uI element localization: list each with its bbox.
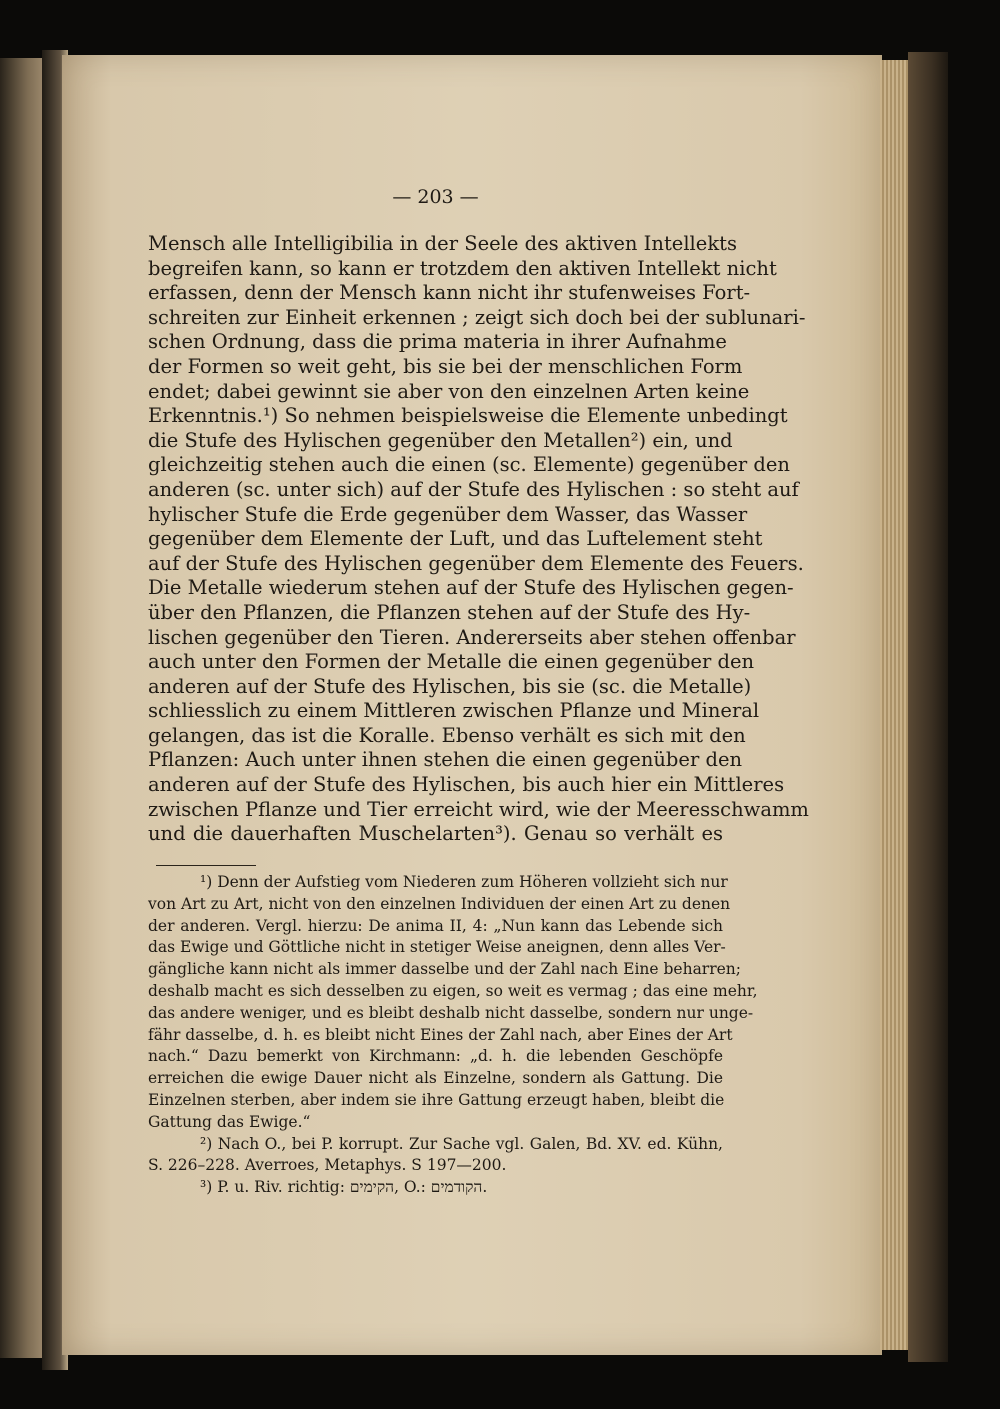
body-line: Erkenntnis.¹) So nehmen beispielsweise die Elemente unbedingt — [148, 404, 788, 428]
footnote-line: das andere weniger, und es bleibt deshalb nicht dasselbe, sondern nur unge- — [148, 1003, 754, 1022]
page-number: — 203 — — [392, 186, 479, 208]
body-line: begreifen kann, so kann er trotzdem den aktiven Intellekt nicht — [148, 256, 777, 280]
footnote-line: Gattung das Ewige.“ — [148, 1112, 311, 1131]
footnote-line: deshalb macht es sich desselben zu eigen, so weit es vermag ; das eine mehr, — [148, 981, 758, 1000]
body-line: lischen gegenüber den Tieren. Andererseits aber stehen offenbar — [148, 625, 796, 649]
body-line: schliesslich zu einem Mittleren zwischen Pflanze und Mineral — [148, 699, 760, 723]
body-line: der Formen so weit geht, bis sie bei der menschlichen Form — [148, 354, 743, 378]
footnote-line: ¹) Denn der Aufstieg vom Niederen zum Höheren vollzieht sich nur — [200, 873, 728, 891]
footnote-line: ³) P. u. Riv. richtig: הקימים, O.: הקודמים. — [200, 1178, 488, 1197]
book-cover-edge — [908, 52, 948, 1362]
footnote-line: gängliche kann nicht als immer dasselbe und der Zahl nach Eine beharren; — [148, 960, 742, 979]
footnote-line: fähr dasselbe, d. h. es bleibt nicht Eines der Zahl nach, aber Eines der Art — [148, 1025, 733, 1044]
footnote-line: das Ewige und Göttliche nicht in stetiger Weise aneignen, denn alles Ver- — [148, 938, 726, 957]
body-line: Pflanzen: Auch unter ihnen stehen die einen gegenüber den — [148, 748, 743, 772]
body-line: anderen auf der Stufe des Hylischen, bis sie (sc. die Metalle) — [148, 674, 752, 698]
footnote-separator — [156, 865, 256, 866]
footnotes — [148, 872, 758, 1199]
body-line: auf der Stufe des Hylischen gegenüber dem Elemente des Feuers. — [148, 551, 804, 575]
footnote-line: von Art zu Art, nicht von den einzelnen Individuen der einen Art zu denen — [148, 894, 731, 913]
footnote-line: der anderen. Vergl. hierzu: De anima II, 4: „Nun kann das Lebende sich — [148, 916, 723, 935]
body-line: schreiten zur Einheit erkennen ; zeigt sich doch bei der sublunari- — [148, 305, 806, 329]
body-line: anderen (sc. unter sich) auf der Stufe des Hylischen : so steht auf — [148, 477, 799, 501]
body-line: Mensch alle Intelligibilia in der Seele des aktiven Intellekts — [148, 232, 737, 255]
body-line: endet; dabei gewinnt sie aber von den einzelnen Arten keine — [148, 379, 750, 403]
body-line: hylischer Stufe die Erde gegenüber dem Wasser, das Wasser — [148, 502, 748, 526]
body-line: schen Ordnung, dass die prima materia in ihrer Aufnahme — [148, 330, 727, 354]
body-line: gleichzeitig stehen auch die einen (sc. Elemente) gegenüber den — [148, 453, 790, 477]
body-text — [148, 232, 809, 847]
body-line: zwischen Pflanze und Tier erreicht wird, wie der Meeresschwamm — [148, 797, 809, 821]
body-line: über den Pflanzen, die Pflanzen stehen auf der Stufe des Hy- — [148, 600, 751, 624]
body-line: gelangen, das ist die Koralle. Ebenso verhält es sich mit den — [148, 723, 746, 747]
page-stack-edge — [880, 60, 910, 1350]
footnote-line: nach.“ Dazu bemerkt von Kirchmann: „d. h. die lebenden Geschöpfe — [148, 1047, 723, 1066]
footnote-line: erreichen die ewige Dauer nicht als Einzelne, sondern als Gattung. Die — [148, 1069, 723, 1088]
body-line: und die dauerhaften Muschelarten³). Genau so verhält es — [148, 822, 723, 846]
footnote-line: Einzelnen sterben, aber indem sie ihre Gattung erzeugt haben, bleibt die — [148, 1090, 725, 1109]
body-line: anderen auf der Stufe des Hylischen, bis auch hier ein Mittleres — [148, 773, 785, 797]
footnote-line: ²) Nach O., bei P. korrupt. Zur Sache vgl. Galen, Bd. XV. ed. Kühn, — [200, 1134, 723, 1153]
body-line: auch unter den Formen der Metalle die einen gegenüber den — [148, 650, 755, 674]
body-line: Die Metalle wiederum stehen auf der Stufe des Hylischen gegen- — [148, 576, 794, 600]
body-line: erfassen, denn der Mensch kann nicht ihr stufenweises Fort- — [148, 281, 751, 305]
body-line: gegenüber dem Elemente der Luft, und das Luftelement steht — [148, 527, 763, 551]
body-line: die Stufe des Hylischen gegenüber den Metallen²) ein, und — [148, 428, 733, 452]
footnote-line: S. 226–228. Averroes, Metaphys. S 197—200. — [148, 1156, 507, 1175]
